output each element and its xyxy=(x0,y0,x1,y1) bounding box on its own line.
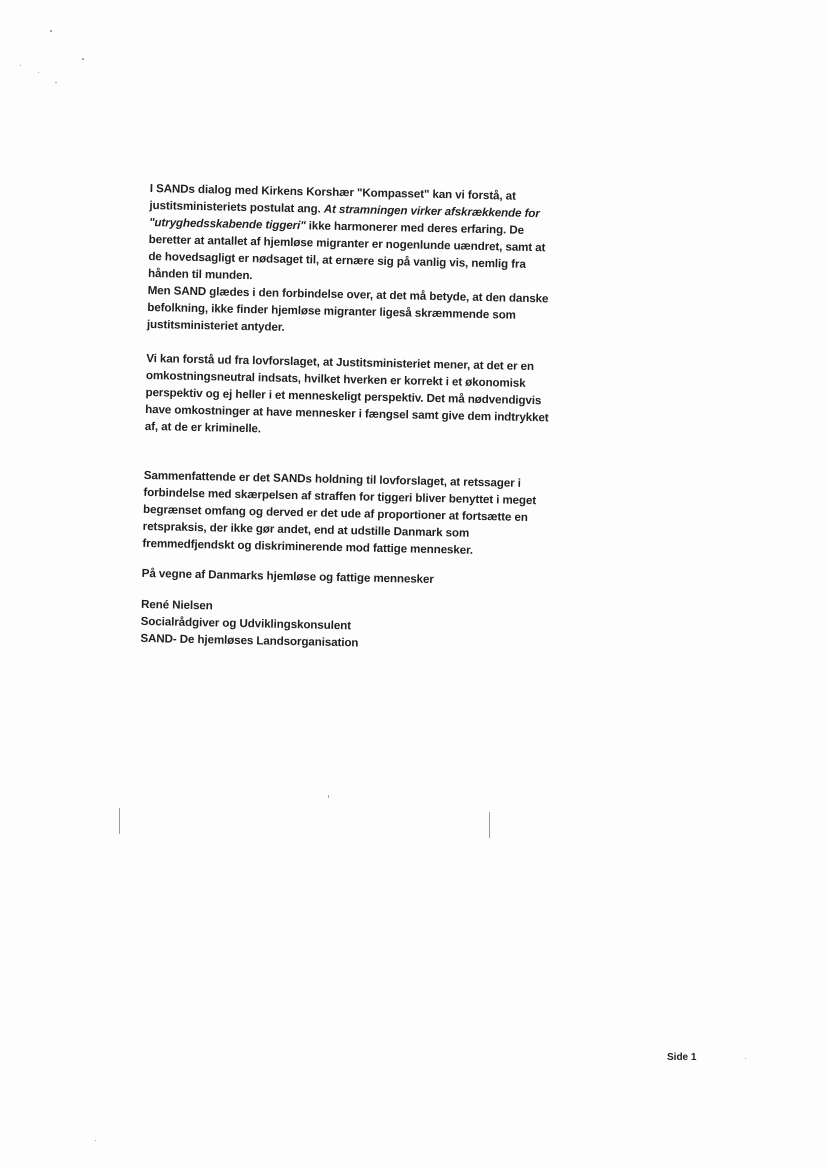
scan-speck xyxy=(328,795,329,798)
paragraph-kompasset xyxy=(148,180,560,291)
quoted-claim: At stramningen virker afskrækkende for "utryghedsskabende tiggeri" xyxy=(148,202,540,233)
paragraph-summary: Sammenfattende er det SANDs holdning til lovforslaget, at retssager i forbindelse med skærpelsen af straffen for tiggeri bliver benyttet i meget begrænset omfang og derved er det ude af proportioner at fortsætte en retspraksis, der ikke gør andet, end at udstille Danmark som fremmedfjendskt og diskriminerende mod fattige mennesker. xyxy=(142,468,537,557)
scan-speck xyxy=(95,1140,96,1141)
letter-body xyxy=(140,180,560,655)
paragraph-cost-neutral: Vi kan forstå ud fra lovforslaget, at Justitsministeriet mener, at det er en omkostningsneutral indsats, hvilket hverken er korrekt i et økonomisk perspektiv og ej heller i et menneskeligt perspektiv. Det må nødvendigvis have omkostninger at have mennesker i fængsel samt give dem indtrykket af, at de er kriminelle. xyxy=(144,351,549,436)
signature-organization: SAND- De hjemløses Landsorganisation xyxy=(140,631,359,650)
paragraph-sand-pleased: Men SAND glædes i den forbindelse over, at det må betyde, at den danske befolkning, ikke finder hjemløse migranter ligeså skræmmende som justitsministeriet antyder. xyxy=(146,283,549,334)
scan-speck xyxy=(745,1058,746,1059)
signature-name: René Nielsen xyxy=(140,597,213,613)
page-number: Side 1 xyxy=(667,1052,697,1063)
scan-speck xyxy=(38,72,39,73)
scan-mark xyxy=(489,812,490,838)
scan-speck xyxy=(50,30,52,32)
scan-speck xyxy=(82,58,84,60)
signature-title: Socialrådgiver og Udviklingskonsulent xyxy=(140,614,352,633)
scan-speck xyxy=(20,65,21,66)
closing-line: På vegne af Danmarks hjemløse og fattige mennesker xyxy=(141,566,434,587)
scan-speck xyxy=(55,82,57,83)
paragraph-text: ikke harmonerer med deres erfaring. De beretter at antallet af hjemløse migranter er nogenlunde uændret, samt at de hovedsagligt er nødsaget til, at ernære sig på vanlig vis, nemlig fra hånden til munden. xyxy=(147,219,546,283)
paragraph-text: I SANDs dialog med Kirkens Korshær "Kompasset" kan vi forstå, at justitsministeriets postulat ang. xyxy=(149,181,516,216)
scan-mark xyxy=(119,808,120,834)
